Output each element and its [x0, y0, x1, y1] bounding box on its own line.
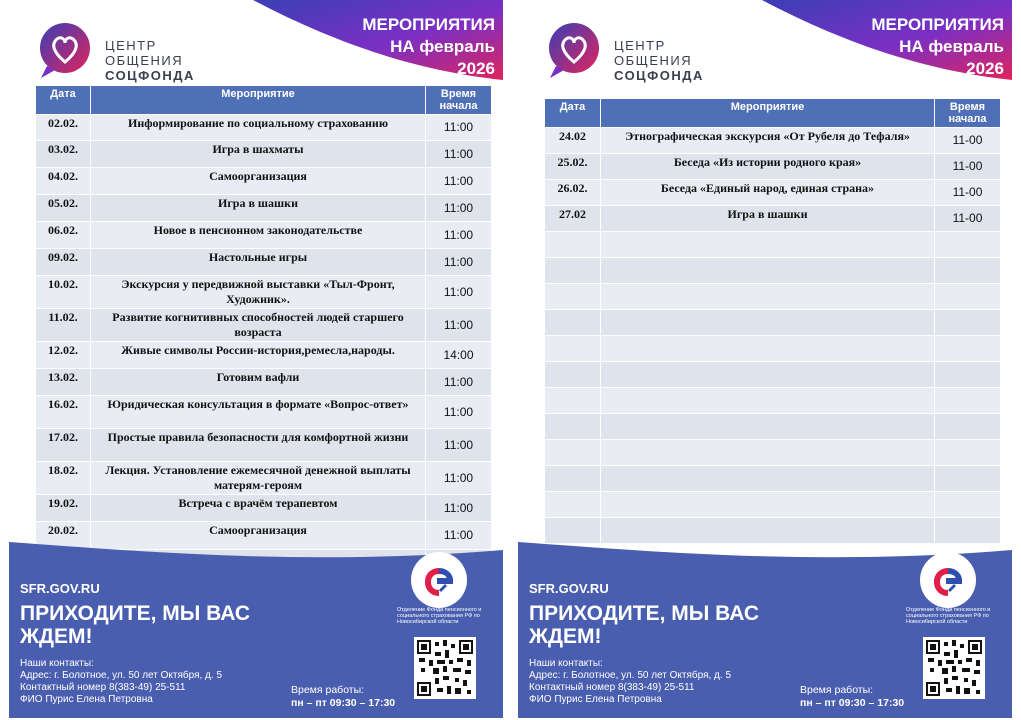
cell-empty — [935, 258, 1001, 284]
table-row — [36, 276, 492, 309]
site-link[interactable]: SFR.GOV.RU — [20, 581, 100, 596]
table-row — [36, 222, 492, 249]
sfr-logo-icon — [928, 560, 968, 600]
contacts-title: Наши контакты: — [20, 658, 94, 669]
cell-date: 26.02. — [545, 180, 601, 206]
table-row — [36, 429, 492, 462]
cell-date: 13.02. — [36, 369, 91, 396]
footer — [9, 542, 503, 718]
table-row-empty — [545, 466, 1001, 492]
cell-event: Настольные игры — [91, 249, 426, 276]
contacts-block — [529, 658, 731, 706]
col-header-time: Время начала — [935, 99, 1001, 128]
table-row-empty — [545, 232, 1001, 258]
cell-time: 11:00 — [426, 369, 492, 396]
footer — [518, 542, 1012, 718]
cell-empty — [545, 232, 601, 258]
cell-empty — [601, 232, 935, 258]
sfr-logo — [411, 552, 467, 608]
cell-date: 17.02. — [36, 429, 91, 462]
cell-date: 05.02. — [36, 195, 91, 222]
address: Адрес: г. Болотное, ул. 50 лет Октября, д. 5 — [529, 670, 732, 681]
cell-time: 11:00 — [426, 522, 492, 550]
poster-page-2 — [518, 0, 1012, 718]
cell-event: Живые символы России-история,ремесла,народы. — [91, 342, 426, 369]
cell-empty — [935, 336, 1001, 362]
col-header-event: Мероприятие — [91, 86, 426, 115]
cell-empty — [601, 362, 935, 388]
table-row-empty — [545, 388, 1001, 414]
cell-event: Игра в шашки — [601, 206, 935, 232]
cell-event: Самоорганизация — [91, 522, 426, 550]
cell-date: 18.02. — [36, 462, 91, 495]
work-hours — [800, 684, 904, 710]
cell-empty — [601, 284, 935, 310]
table-row-empty — [545, 492, 1001, 518]
cell-empty — [601, 310, 935, 336]
cell-date: 19.02. — [36, 495, 91, 522]
cell-empty — [935, 492, 1001, 518]
cell-time: 11:00 — [426, 195, 492, 222]
contact-person: ФИО Пурис Елена Петровна — [20, 694, 153, 705]
cell-empty — [545, 440, 601, 466]
center-logo — [35, 18, 210, 88]
table-row — [36, 115, 492, 141]
cell-time: 11-00 — [935, 154, 1001, 180]
cell-empty — [545, 284, 601, 310]
cell-empty — [935, 362, 1001, 388]
title-line-3: 2026 — [966, 59, 1004, 78]
table-row — [36, 168, 492, 195]
cell-date: 24.02 — [545, 128, 601, 154]
org-name: Отделение Фонда пенсионного и социального страхования РФ по Новосибирской области — [397, 607, 482, 625]
logo-text-1: ЦЕНТР — [614, 38, 666, 53]
cell-event: Беседа «Из истории родного края» — [601, 154, 935, 180]
sfr-logo — [920, 552, 976, 608]
cell-time: 11:00 — [426, 168, 492, 195]
table-row-empty — [545, 414, 1001, 440]
cell-empty — [545, 518, 601, 544]
cell-event: Лекция. Установление ежемесячной денежной выплаты матерям-героям — [91, 462, 426, 495]
work-hours-label: Время работы: — [291, 684, 365, 696]
cell-event: Развитие когнитивных способностей людей старшего возраста — [91, 309, 426, 342]
table-row — [36, 195, 492, 222]
events-title — [362, 14, 495, 80]
site-link[interactable]: SFR.GOV.RU — [529, 581, 609, 596]
cell-event: Простые правила безопасности для комфортной жизни — [91, 429, 426, 462]
table-row — [36, 396, 492, 429]
work-hours-value: пн – пт 09:30 – 17:30 — [291, 697, 396, 709]
table-row — [545, 206, 1001, 232]
table-row — [36, 369, 492, 396]
poster-page-1 — [9, 0, 503, 718]
cell-time: 11:00 — [426, 222, 492, 249]
table-row — [36, 495, 492, 522]
cell-time: 11-00 — [935, 206, 1001, 232]
cell-empty — [935, 440, 1001, 466]
cell-empty — [545, 388, 601, 414]
cell-event: Юридическая консультация в формате «Вопрос-ответ» — [91, 396, 426, 429]
cell-date: 02.02. — [36, 115, 91, 141]
contact-person: ФИО Пурис Елена Петровна — [529, 694, 662, 705]
table-row — [36, 309, 492, 342]
cell-empty — [545, 492, 601, 518]
cell-empty — [935, 310, 1001, 336]
col-header-time: Время начала — [426, 86, 492, 115]
table-row-empty — [545, 258, 1001, 284]
cell-empty — [935, 388, 1001, 414]
logo-text-1: ЦЕНТР — [105, 38, 157, 53]
contacts-title: Наши контакты: — [529, 658, 603, 669]
cell-date: 04.02. — [36, 168, 91, 195]
cell-date: 12.02. — [36, 342, 91, 369]
cell-date: 11.02. — [36, 309, 91, 342]
table-row-empty — [545, 310, 1001, 336]
cell-date: 10.02. — [36, 276, 91, 309]
cell-time: 11:00 — [426, 429, 492, 462]
cell-empty — [545, 414, 601, 440]
col-header-date: Дата — [36, 86, 91, 115]
sfr-logo-icon — [419, 560, 459, 600]
heart-bubble-icon — [35, 18, 99, 82]
table-row-empty — [545, 336, 1001, 362]
center-logo — [544, 18, 719, 88]
cell-empty — [935, 518, 1001, 544]
cell-empty — [601, 466, 935, 492]
title-line-2: НА февраль — [899, 37, 1004, 56]
table-row — [36, 462, 492, 495]
cell-time: 11:00 — [426, 141, 492, 168]
cell-empty — [935, 414, 1001, 440]
logo-text-2: ОБЩЕНИЯ — [614, 53, 693, 68]
cell-time: 11:00 — [426, 396, 492, 429]
cell-empty — [545, 466, 601, 492]
cell-time: 11-00 — [935, 180, 1001, 206]
col-header-event: Мероприятие — [601, 99, 935, 128]
work-hours-value: пн – пт 09:30 – 17:30 — [800, 697, 905, 709]
cell-time: 11:00 — [426, 309, 492, 342]
table-row — [545, 180, 1001, 206]
work-hours-label: Время работы: — [800, 684, 874, 696]
cell-event: Информирование по социальному страхованию — [91, 115, 426, 141]
title-line-2: НА февраль — [390, 37, 495, 56]
table-row — [36, 342, 492, 369]
cell-date: 27.02 — [545, 206, 601, 232]
cell-event: Игра в шахматы — [91, 141, 426, 168]
qr-code-icon — [926, 640, 982, 696]
title-line-1: МЕРОПРИЯТИЯ — [362, 15, 495, 34]
cell-empty — [545, 310, 601, 336]
cell-date: 06.02. — [36, 222, 91, 249]
qr-code[interactable] — [923, 637, 985, 699]
title-line-1: МЕРОПРИЯТИЯ — [871, 15, 1004, 34]
cell-date: 09.02. — [36, 249, 91, 276]
table-row — [545, 128, 1001, 154]
org-name: Отделение Фонда пенсионного и социального страхования РФ по Новосибирской области — [906, 607, 991, 625]
events-title — [871, 14, 1004, 80]
work-hours — [291, 684, 395, 710]
schedule-table — [544, 98, 1001, 544]
cell-empty — [601, 388, 935, 414]
qr-code[interactable] — [414, 637, 476, 699]
address: Адрес: г. Болотное, ул. 50 лет Октября, д. 5 — [20, 670, 223, 681]
contacts-block — [20, 658, 222, 706]
cell-date: 03.02. — [36, 141, 91, 168]
cell-event: Самоорганизация — [91, 168, 426, 195]
cell-empty — [545, 258, 601, 284]
cell-empty — [601, 492, 935, 518]
cell-time: 14:00 — [426, 342, 492, 369]
cell-time: 11:00 — [426, 276, 492, 309]
phone: Контактный номер 8(383-49) 25-511 — [529, 682, 695, 693]
cell-empty — [935, 284, 1001, 310]
logo-text-2: ОБЩЕНИЯ — [105, 53, 184, 68]
table-row-empty — [545, 518, 1001, 544]
cell-time: 11:00 — [426, 495, 492, 522]
col-header-date: Дата — [545, 99, 601, 128]
cell-event: Готовим вафли — [91, 369, 426, 396]
cell-empty — [935, 232, 1001, 258]
cell-empty — [601, 440, 935, 466]
cell-empty — [601, 518, 935, 544]
cell-event: Этнографическая экскурсия «От Рубеля до Тефаля» — [601, 128, 935, 154]
cell-empty — [601, 414, 935, 440]
logo-text-3: СОЦФОНДА — [105, 68, 195, 83]
cell-empty — [935, 466, 1001, 492]
cell-event: Игра в шашки — [91, 195, 426, 222]
cell-empty — [601, 258, 935, 284]
cell-empty — [601, 336, 935, 362]
cell-date: 25.02. — [545, 154, 601, 180]
cell-event: Беседа «Единый народ, единая страна» — [601, 180, 935, 206]
table-row-empty — [545, 284, 1001, 310]
table-row-empty — [545, 362, 1001, 388]
title-line-3: 2026 — [457, 59, 495, 78]
qr-code-icon — [417, 640, 473, 696]
phone: Контактный номер 8(383-49) 25-511 — [20, 682, 186, 693]
cell-empty — [545, 336, 601, 362]
table-row-empty — [545, 440, 1001, 466]
cell-date: 20.02. — [36, 522, 91, 550]
cell-event: Новое в пенсионном законодательстве — [91, 222, 426, 249]
cell-time: 11:00 — [426, 249, 492, 276]
cell-time: 11:00 — [426, 462, 492, 495]
cell-event: Экскурсия у передвижной выставки «Тыл-Фронт, Художник». — [91, 276, 426, 309]
slogan: ПРИХОДИТЕ, МЫ ВАС ЖДЕМ! — [20, 602, 251, 648]
heart-bubble-icon — [544, 18, 608, 82]
table-row — [545, 154, 1001, 180]
schedule-table — [35, 85, 492, 576]
table-row — [36, 141, 492, 168]
cell-date: 16.02. — [36, 396, 91, 429]
cell-time: 11-00 — [935, 128, 1001, 154]
table-row — [36, 249, 492, 276]
cell-empty — [545, 362, 601, 388]
slogan: ПРИХОДИТЕ, МЫ ВАС ЖДЕМ! — [529, 602, 760, 648]
logo-text-3: СОЦФОНДА — [614, 68, 704, 83]
cell-time: 11:00 — [426, 115, 492, 141]
cell-event: Встреча с врачём терапевтом — [91, 495, 426, 522]
